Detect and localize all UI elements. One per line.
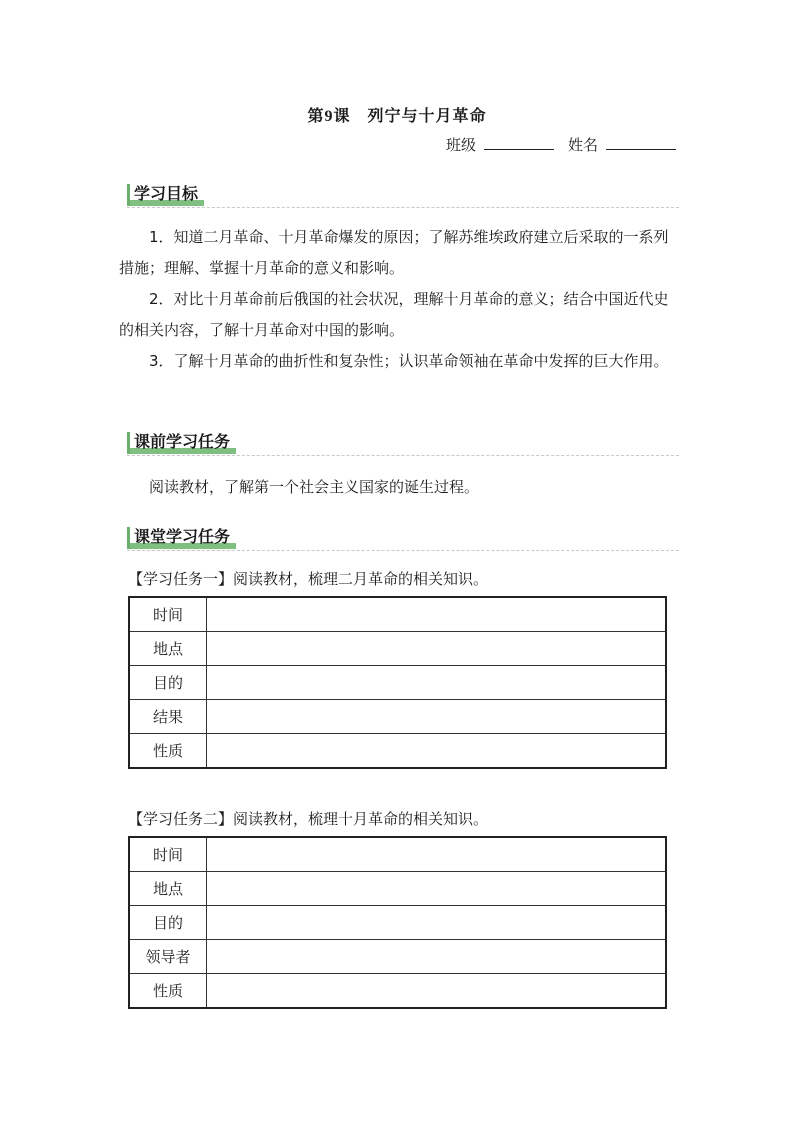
- answer-cell[interactable]: [207, 837, 667, 872]
- title-text: 课 列宁与十月革命: [333, 106, 487, 125]
- table-row: [129, 632, 666, 666]
- class-label: 班级: [445, 136, 476, 154]
- table-row: [129, 666, 666, 700]
- goal-item-1: 1．知道二月革命、十月革命爆发的原因；了解苏维埃政府建立后采取的一系列措施；理解、掌握十月革命的意义和影响。: [119, 228, 669, 277]
- answer-cell[interactable]: [207, 734, 667, 769]
- row-label: 性质: [129, 974, 207, 1009]
- row-label: 时间: [129, 837, 207, 872]
- page-title: [0, 103, 794, 126]
- task2-intro: 【学习任务二】阅读教材，梳理十月革命的相关知识。: [128, 810, 489, 828]
- class-blank[interactable]: [484, 135, 554, 150]
- row-label: 地点: [129, 872, 207, 906]
- task1-intro: 【学习任务一】阅读教材，梳理二月革命的相关知识。: [128, 570, 489, 588]
- answer-cell[interactable]: [207, 872, 667, 906]
- row-label: 领导者: [129, 940, 207, 974]
- row-label: 时间: [129, 597, 207, 632]
- table-row: [129, 700, 666, 734]
- task1-table: [128, 596, 667, 769]
- answer-cell[interactable]: [207, 632, 667, 666]
- title-number: 9: [324, 108, 334, 125]
- table-row: [129, 837, 666, 872]
- row-label: 地点: [129, 632, 207, 666]
- section-preclass-heading: 课前学习任务: [127, 432, 236, 454]
- table-row: [129, 734, 666, 769]
- table-row: [129, 906, 666, 940]
- row-label: 目的: [129, 666, 207, 700]
- task2-table: [128, 836, 667, 1009]
- class-name-line: [446, 134, 676, 155]
- name-blank[interactable]: [606, 135, 676, 150]
- section-inclass: [127, 525, 679, 551]
- table-row: [129, 974, 666, 1009]
- row-label: 目的: [129, 906, 207, 940]
- row-label: 结果: [129, 700, 207, 734]
- table-row: [129, 872, 666, 906]
- goal-item-3: 3．了解十月革命的曲折性和复杂性；认识革命领袖在革命中发挥的巨大作用。: [149, 352, 669, 370]
- answer-cell[interactable]: [207, 906, 667, 940]
- row-label: 性质: [129, 734, 207, 769]
- title-lesson: 第: [307, 106, 325, 125]
- answer-cell[interactable]: [207, 940, 667, 974]
- answer-cell[interactable]: [207, 700, 667, 734]
- section-inclass-heading: 课堂学习任务: [127, 527, 236, 549]
- answer-cell[interactable]: [207, 597, 667, 632]
- table-row: [129, 940, 666, 974]
- goal-item-2: 2．对比十月革命前后俄国的社会状况，理解十月革命的意义；结合中国近代史的相关内容，了解十月革命对中国的影响。: [119, 290, 669, 339]
- name-label: 姓名: [567, 136, 598, 154]
- section-goals: [127, 182, 679, 208]
- preclass-text: 阅读教材，了解第一个社会主义国家的诞生过程。: [149, 478, 480, 496]
- section-goals-heading: 学习目标: [127, 184, 204, 206]
- table-row: [129, 597, 666, 632]
- answer-cell[interactable]: [207, 666, 667, 700]
- section-preclass: [127, 430, 679, 456]
- answer-cell[interactable]: [207, 974, 667, 1009]
